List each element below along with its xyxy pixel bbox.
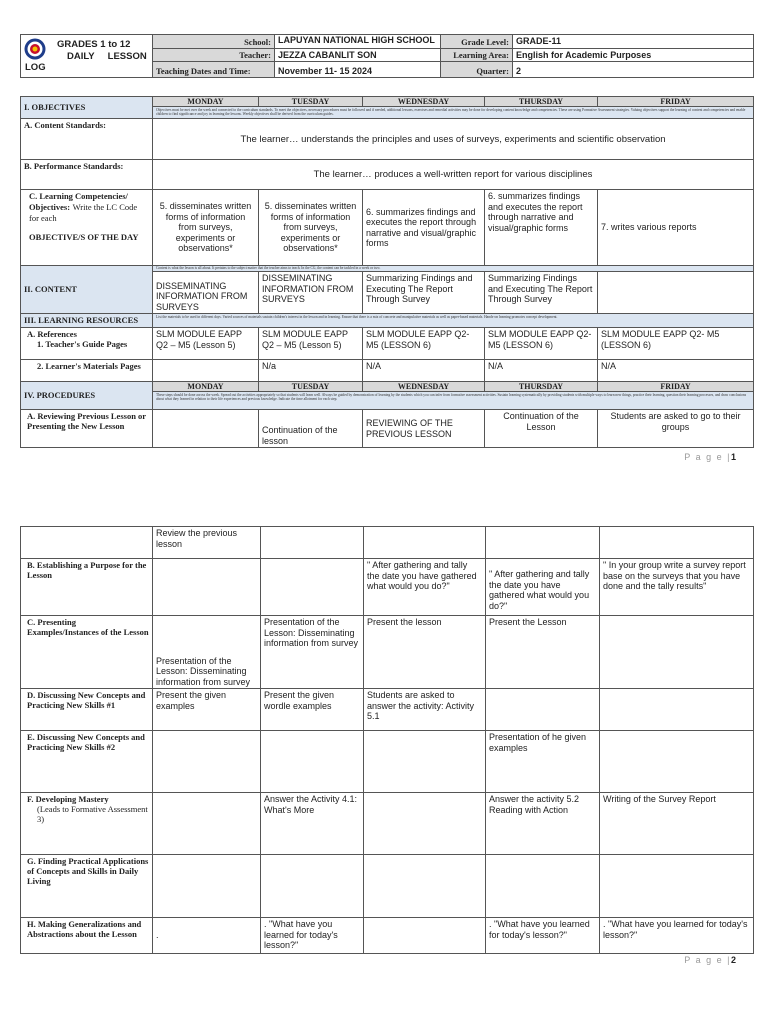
applications-label: G. Finding Practical Applications of Concepts and Skills in Daily Living <box>21 855 153 918</box>
dll-table-page1 <box>20 96 754 448</box>
mastery-friday: Writing of the Survey Report <box>600 793 754 855</box>
discussing-2-wednesday <box>364 731 486 793</box>
day-tuesday: TUESDAY <box>259 97 363 107</box>
mastery-wednesday <box>364 793 486 855</box>
content-note: Content is what the lesson is all about. It pertains to the subject matter that the teacher aims to teach. In the CG, the content can be tackled in a week or two. <box>153 266 754 272</box>
page-num-1: 1 <box>730 452 736 462</box>
discussing-1-label: D. Discussing New Concepts and Practicing New Skills #1 <box>21 689 153 731</box>
reviewing-cont-thursday <box>486 527 600 559</box>
school-value: LAPUYAN NATIONAL HIGH SCHOOL <box>275 35 441 49</box>
reviewing-cont-tuesday <box>261 527 364 559</box>
page-num-2: 2 <box>730 955 736 965</box>
competencies-label-b: Write the LC Code for each <box>29 202 138 223</box>
competencies-label <box>21 190 153 266</box>
reviewing-tuesday: Continuation of the lesson <box>259 410 363 448</box>
lm-wednesday: N/A <box>363 360 485 382</box>
day-wednesday: WEDNESDAY <box>363 97 485 107</box>
procedures-note: These steps should be done across the week. Spread out the activities appropriately so that students will learn well. Always be guided by demonstration of learning by the students which you can infer from formative assessment activities. Sustain learning systematically by providing students with multiple ways to learn new things, practice their learning, question their learning processes, and draw conclusions about what they learned in relation to their life experiences and previous knowledge. Indicate the time allotment for each step. <box>153 392 754 410</box>
teachers-guide-label: 1. Teacher's Guide Pages <box>37 339 128 349</box>
doc-title-line3: LOG <box>25 61 46 73</box>
discussing-1-friday <box>600 689 754 731</box>
generalizations-tuesday: . "What have you learned for today's lesson?" <box>261 918 364 954</box>
presenting-thursday: Present the Lesson <box>486 616 600 689</box>
generalizations-wednesday <box>364 918 486 954</box>
lm-tuesday: N/a <box>259 360 363 382</box>
day-tuesday-2: TUESDAY <box>259 382 363 392</box>
purpose-label: B. Establishing a Purpose for the Lesson <box>21 559 153 616</box>
reviewing-monday <box>153 410 259 448</box>
mastery-label <box>21 793 153 855</box>
reviewing-cont-wednesday <box>364 527 486 559</box>
teacher-value: JEZZA CABANLIT SON <box>275 49 441 62</box>
discussing-2-label: E. Discussing New Concepts and Practicing New Skills #2 <box>21 731 153 793</box>
competency-wednesday: 6. summarizes findings and executes the report through narrative and visual/graphic forms <box>363 190 485 266</box>
mastery-subtitle: (Leads to Formative Assessment 3) <box>37 804 148 824</box>
day-thursday: THURSDAY <box>485 97 598 107</box>
content-thursday: Summarizing Findings and Executing The Report Through Survey <box>485 272 598 314</box>
content-standards-value: The learner… understands the principles and uses of surveys, experiments and scientific observation <box>153 119 754 160</box>
content-monday: DISSEMINATING INFORMATION FROM SURVEYS <box>153 272 259 314</box>
presenting-label: C. Presenting Examples/Instances of the Lesson <box>21 616 153 689</box>
day-friday-2: FRIDAY <box>598 382 754 392</box>
generalizations-thursday: . "What have you learned for today's lesson?" <box>486 918 600 954</box>
content-standards-label: A. Content Standards: <box>21 119 153 160</box>
content-label: II. CONTENT <box>21 266 153 314</box>
discussing-2-monday <box>153 731 261 793</box>
mastery-thursday: Answer the activity 5.2 Reading with Action <box>486 793 600 855</box>
grade-label: Grade Level: <box>441 35 513 49</box>
doc-title-line2: DAILY LESSON <box>67 50 147 62</box>
tg-tuesday: SLM MODULE EAPP Q2 – M5 (Lesson 5) <box>259 328 363 360</box>
objective-of-day-label: OBJECTIVE/S OF THE DAY <box>29 232 139 242</box>
quarter-value: 2 <box>513 62 754 78</box>
purpose-monday <box>153 559 261 616</box>
content-friday <box>598 272 754 314</box>
day-thursday-2: THURSDAY <box>485 382 598 392</box>
generalizations-friday: . "What have you learned for today's lesson?" <box>600 918 754 954</box>
purpose-friday: " In your group write a survey report base on the surveys that you have done and the tally results" <box>600 559 754 616</box>
discussing-2-tuesday <box>261 731 364 793</box>
dll-table-page2 <box>20 526 754 954</box>
presenting-monday: Presentation of the Lesson: Disseminating information from survey <box>153 616 261 689</box>
generalizations-label: H. Making Generalizations and Abstractions about the Lesson <box>21 918 153 954</box>
applications-wednesday <box>364 855 486 918</box>
tg-monday: SLM MODULE EAPP Q2 – M5 (Lesson 5) <box>153 328 259 360</box>
day-wednesday-2: WEDNESDAY <box>363 382 485 392</box>
area-value: English for Academic Purposes <box>513 49 754 62</box>
objectives-label: I. OBJECTIVES <box>21 97 153 119</box>
discussing-1-wednesday: Students are asked to answer the activity: Activity 5.1 <box>364 689 486 731</box>
mastery-tuesday: Answer the Activity 4.1: What's More <box>261 793 364 855</box>
school-label: School: <box>153 35 275 49</box>
applications-friday <box>600 855 754 918</box>
reviewing-cont-label <box>21 527 153 559</box>
discussing-1-monday: Present the given examples <box>153 689 261 731</box>
dates-value: November 11- 15 2024 <box>275 62 441 78</box>
day-friday: FRIDAY <box>598 97 754 107</box>
presenting-wednesday: Present the lesson <box>364 616 486 689</box>
area-label: Learning Area: <box>441 49 513 62</box>
procedures-label: IV. PROCEDURES <box>21 382 153 410</box>
objectives-note: Objectives must be met over the week and connected to the curriculum standards. To meet the objectives, necessary procedures must be followed and if needed, additional lessons, exercises and remedial activities may be done for developing content knowledge and competencies. These are using Formative Assessment strategies. Valuing objectives support the learning of content and competencies and enable children to find significance and joy in learning the lessons. Weekly objectives shall be derived from the curriculum guides. <box>153 107 754 119</box>
applications-thursday <box>486 855 600 918</box>
reviewing-cont-monday: Review the previous lesson <box>153 527 261 559</box>
competency-thursday: 6. summarizes findings and executes the report through narrative and visual/graphic forms <box>485 190 598 266</box>
presenting-friday <box>600 616 754 689</box>
page-number-2 <box>684 955 736 965</box>
tg-wednesday: SLM MODULE EAPP Q2- M5 (LESSON 6) <box>363 328 485 360</box>
lm-thursday: N/A <box>485 360 598 382</box>
competency-friday: 7. writes various reports <box>598 190 754 266</box>
discussing-2-friday <box>600 731 754 793</box>
purpose-tuesday <box>261 559 364 616</box>
reviewing-wednesday: REVIEWING OF THE PREVIOUS LESSON <box>363 410 485 448</box>
tg-friday: SLM MODULE EAPP Q2- M5 (LESSON 6) <box>598 328 754 360</box>
presenting-tuesday: Presentation of the Lesson: Disseminating information from survey <box>261 616 364 689</box>
content-tuesday: DISSEMINATING INFORMATION FROM SURVEYS <box>259 272 363 314</box>
day-monday: MONDAY <box>153 97 259 107</box>
learners-materials-label: 2. Learner's Materials Pages <box>21 360 153 382</box>
generalizations-monday: . <box>153 918 261 954</box>
discussing-2-thursday: Presentation of he given examples <box>486 731 600 793</box>
page-word-1: P a g e | <box>684 452 731 462</box>
references-label <box>21 328 153 360</box>
dates-label: Teaching Dates and Time: <box>153 62 275 78</box>
teacher-label: Teacher: <box>153 49 275 62</box>
applications-tuesday <box>261 855 364 918</box>
reviewing-label: A. Reviewing Previous Lesson or Presenting the New Lesson <box>21 410 153 448</box>
applications-monday <box>153 855 261 918</box>
reviewing-thursday: Continuation of the Lesson <box>485 410 598 448</box>
lm-friday: N/A <box>598 360 754 382</box>
discussing-1-thursday <box>486 689 600 731</box>
resources-note: List the materials to be used in different days. Varied sources of materials sustain children's interest in the lesson and in learning. Ensure that there is a mix of concrete and manipulative materials as well as paper-based materials. Hands-on learning promotes concept development. <box>153 314 754 328</box>
resources-label: III. LEARNING RESOURCES <box>21 314 153 328</box>
references-title: A. References <box>27 329 77 339</box>
day-monday-2: MONDAY <box>153 382 259 392</box>
competency-monday: 5. disseminates written forms of information from surveys, experiments or observations* <box>153 190 259 266</box>
page-word-2: P a g e | <box>684 955 731 965</box>
performance-standards-label: B. Performance Standards: <box>21 160 153 190</box>
mastery-monday <box>153 793 261 855</box>
mastery-title: F. Developing Mastery <box>27 794 109 804</box>
content-wednesday: Summarizing Findings and Executing The Report Through Survey <box>363 272 485 314</box>
discussing-1-tuesday: Present the given wordle examples <box>261 689 364 731</box>
competencies-label-a: C. Learning Competencies/ Objectives: <box>29 191 128 212</box>
page-number-1 <box>684 452 736 462</box>
doc-title-line1: GRADES 1 to 12 <box>57 38 131 50</box>
performance-standards-value: The learner… produces a well-written report for various disciplines <box>153 160 754 190</box>
reviewing-friday: Students are asked to go to their groups <box>598 410 754 448</box>
purpose-thursday: " After gathering and tally the date you have gathered what would you do?" <box>486 559 600 616</box>
grade-value: GRADE-11 <box>513 35 754 49</box>
reviewing-cont-friday <box>600 527 754 559</box>
header-table <box>20 34 754 78</box>
quarter-label: Quarter: <box>441 62 513 78</box>
lm-monday <box>153 360 259 382</box>
tg-thursday: SLM MODULE EAPP Q2- M5 (LESSON 6) <box>485 328 598 360</box>
competency-tuesday: 5. disseminates written forms of information from surveys, experiments or observations* <box>259 190 363 266</box>
purpose-wednesday: " After gathering and tally the date you have gathered what would you do?" <box>364 559 486 616</box>
